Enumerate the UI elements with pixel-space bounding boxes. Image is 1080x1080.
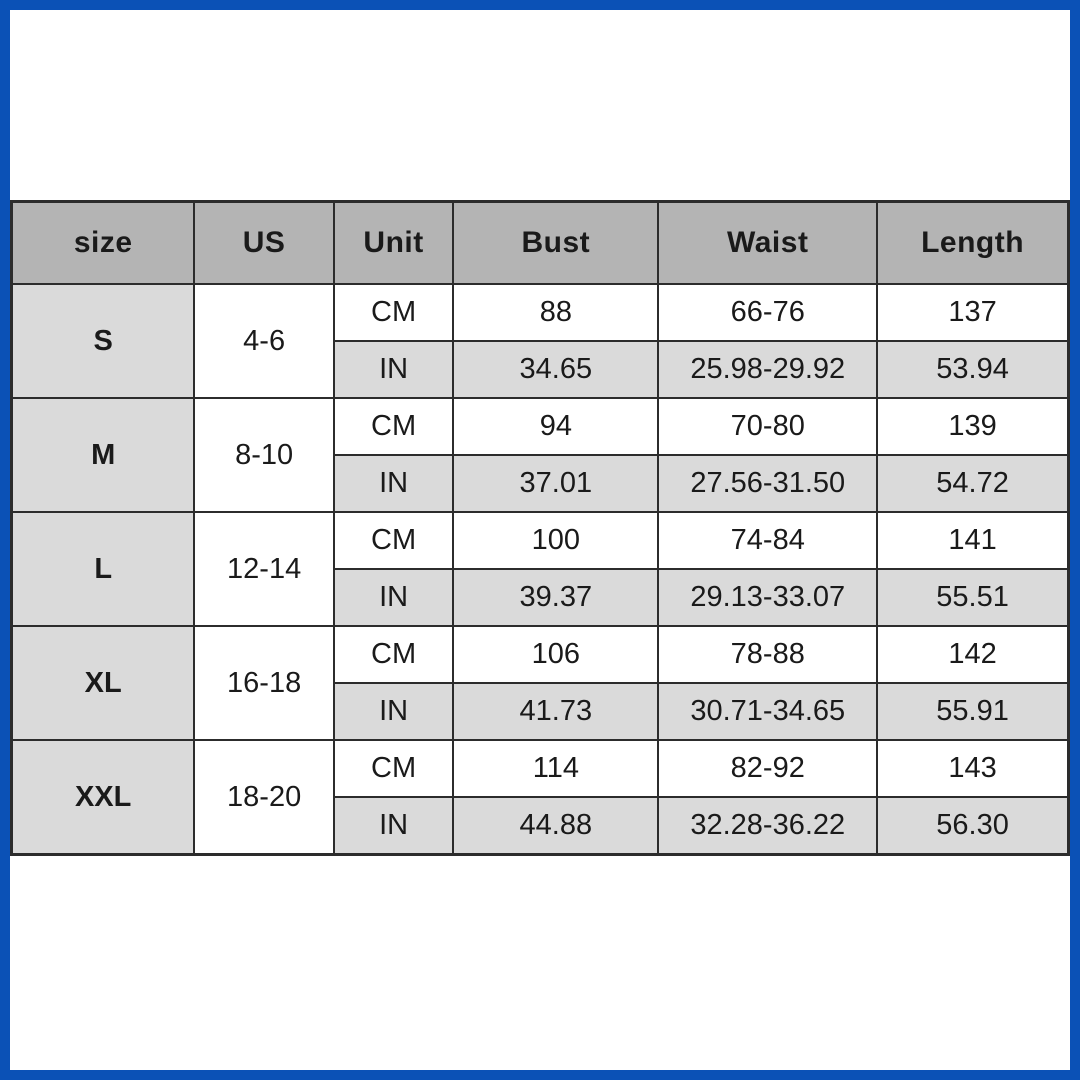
unit-cell: CM <box>334 398 453 455</box>
bust-cell: 44.88 <box>453 797 658 855</box>
us-value-xxl: 18-20 <box>194 740 334 855</box>
size-label-l: L <box>12 512 195 626</box>
waist-cell: 66-76 <box>658 284 877 341</box>
length-cell: 55.91 <box>877 683 1068 740</box>
size-label-m: M <box>12 398 195 512</box>
unit-cell: CM <box>334 512 453 569</box>
waist-cell: 70-80 <box>658 398 877 455</box>
us-value-m: 8-10 <box>194 398 334 512</box>
waist-cell: 74-84 <box>658 512 877 569</box>
length-cell: 54.72 <box>877 455 1068 512</box>
unit-cell: CM <box>334 626 453 683</box>
bust-cell: 37.01 <box>453 455 658 512</box>
bust-cell: 41.73 <box>453 683 658 740</box>
table-row-s-cm <box>12 284 1069 341</box>
length-cell: 143 <box>877 740 1068 797</box>
table-row-m-cm <box>12 398 1069 455</box>
bust-cell: 34.65 <box>453 341 658 398</box>
unit-cell: IN <box>334 455 453 512</box>
unit-cell: CM <box>334 740 453 797</box>
bust-cell: 114 <box>453 740 658 797</box>
length-cell: 139 <box>877 398 1068 455</box>
unit-cell: IN <box>334 341 453 398</box>
length-cell: 53.94 <box>877 341 1068 398</box>
waist-cell: 32.28-36.22 <box>658 797 877 855</box>
header-length: Length <box>877 202 1068 285</box>
header-waist: Waist <box>658 202 877 285</box>
waist-cell: 30.71-34.65 <box>658 683 877 740</box>
unit-cell: IN <box>334 797 453 855</box>
length-cell: 142 <box>877 626 1068 683</box>
bust-cell: 88 <box>453 284 658 341</box>
table-row-xl-cm <box>12 626 1069 683</box>
waist-cell: 29.13-33.07 <box>658 569 877 626</box>
unit-cell: IN <box>334 569 453 626</box>
bust-cell: 39.37 <box>453 569 658 626</box>
waist-cell: 27.56-31.50 <box>658 455 877 512</box>
header-size: size <box>12 202 195 285</box>
size-label-xl: XL <box>12 626 195 740</box>
length-cell: 56.30 <box>877 797 1068 855</box>
waist-cell: 25.98-29.92 <box>658 341 877 398</box>
size-label-s: S <box>12 284 195 398</box>
bust-cell: 106 <box>453 626 658 683</box>
waist-cell: 82-92 <box>658 740 877 797</box>
bust-cell: 94 <box>453 398 658 455</box>
table-row-l-cm <box>12 512 1069 569</box>
size-chart-table <box>10 200 1070 856</box>
size-label-xxl: XXL <box>12 740 195 855</box>
us-value-xl: 16-18 <box>194 626 334 740</box>
unit-cell: CM <box>334 284 453 341</box>
header-unit: Unit <box>334 202 453 285</box>
header-us: US <box>194 202 334 285</box>
us-value-s: 4-6 <box>194 284 334 398</box>
us-value-l: 12-14 <box>194 512 334 626</box>
table-row-xxl-cm <box>12 740 1069 797</box>
waist-cell: 78-88 <box>658 626 877 683</box>
size-chart-container <box>10 200 1070 856</box>
length-cell: 141 <box>877 512 1068 569</box>
unit-cell: IN <box>334 683 453 740</box>
bust-cell: 100 <box>453 512 658 569</box>
length-cell: 137 <box>877 284 1068 341</box>
length-cell: 55.51 <box>877 569 1068 626</box>
header-row <box>12 202 1069 285</box>
header-bust: Bust <box>453 202 658 285</box>
